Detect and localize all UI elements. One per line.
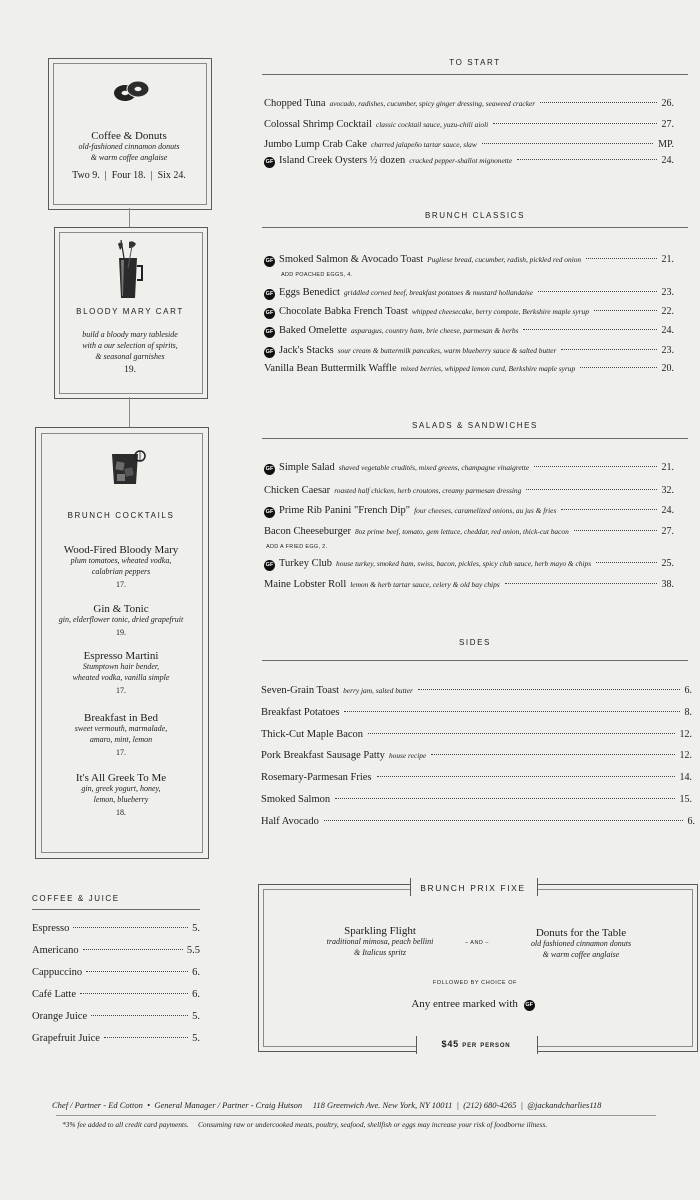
menu-item-row xyxy=(264,287,674,300)
menu-item-addon: ADD A FRIED EGG, 2. xyxy=(266,544,328,550)
leader-dots xyxy=(493,123,656,124)
side-item-price: 8. xyxy=(684,707,692,718)
side-item-price: 6. xyxy=(687,816,695,827)
cocktail-price: 17. xyxy=(116,579,126,589)
cocktail-name: It's All Greek To Me xyxy=(75,772,167,784)
menu-item-row xyxy=(264,325,674,338)
coffee-juice-price: 6. xyxy=(192,989,200,1000)
menu-item-desc: 8oz prime beef, tomato, gem lettuce, cheddar, red onion, thick-cut bacon xyxy=(354,527,569,536)
cocktail-name: Wood-Fired Bloody Mary xyxy=(63,544,179,556)
leader-dots xyxy=(540,102,656,103)
prix-fixe-inner-border xyxy=(263,889,693,1047)
side-item-row xyxy=(261,707,692,718)
leader-dots xyxy=(104,1037,188,1038)
menu-item-price: 20. xyxy=(661,363,674,374)
bloody-mary-desc-3: & seasonal garnishes xyxy=(95,351,165,361)
leader-dots xyxy=(482,143,653,144)
menu-item-name: Chocolate Babka French Toast xyxy=(279,306,408,317)
cocktail-price: 18. xyxy=(116,807,126,817)
menu-item-desc: whipped cheesecake, berry compote, Berkshire maple syrup xyxy=(411,307,589,316)
prix-fixe-followed: FOLLOWED BY CHOICE OF xyxy=(432,980,518,986)
menu-item-price: 22. xyxy=(661,306,674,317)
side-item-price: 14. xyxy=(679,772,692,783)
prix-fixe-price: $45 per person xyxy=(441,1039,511,1049)
menu-item-desc: cracked pepper-shallot mignonette xyxy=(409,156,513,165)
gf-badge-icon: GF xyxy=(264,464,275,475)
section-title-sides: SIDES xyxy=(458,638,491,647)
cocktail-price: 19. xyxy=(116,627,126,637)
section-title-brunch-classics: BRUNCH CLASSICS xyxy=(424,211,525,220)
cocktail-item-3 xyxy=(41,712,201,757)
cocktail-item-2 xyxy=(41,650,201,695)
section-rule xyxy=(262,74,688,75)
bloody-mary-content xyxy=(59,307,201,375)
menu-item-name: Jumbo Lump Crab Cake xyxy=(264,139,367,150)
section-rule xyxy=(262,438,688,439)
cocktail-name: Gin & Tonic xyxy=(93,603,149,615)
side-item-name: Seven-Grain Toast xyxy=(261,685,340,696)
leader-dots xyxy=(523,329,656,330)
coffee-juice-row xyxy=(32,1011,200,1022)
section-rule xyxy=(262,660,688,661)
cocktail-name: Breakfast in Bed xyxy=(84,712,158,724)
coffee-juice-price: 6. xyxy=(192,967,200,978)
menu-item-price: 32. xyxy=(661,485,674,496)
brunch-cocktails-content xyxy=(41,511,201,520)
coffee-juice-price: 5. xyxy=(192,1033,200,1044)
cocktail-desc: amaro, mint, lemon xyxy=(89,734,153,744)
prix-fixe-any-entree xyxy=(380,998,570,1011)
coffee-juice-rule xyxy=(32,909,200,910)
side-item-name: Rosemary-Parmesan Fries xyxy=(261,772,372,783)
menu-item-price: MP. xyxy=(658,139,674,150)
coffee-juice-title: COFFEE & JUICE xyxy=(32,894,120,903)
menu-item-row xyxy=(264,119,674,130)
gf-badge-icon: GF xyxy=(264,256,275,267)
prix-fixe-right xyxy=(496,927,666,961)
menu-item-price: 24. xyxy=(661,505,674,516)
menu-item-price: 38. xyxy=(661,579,674,590)
menu-item-price: 23. xyxy=(661,345,674,356)
coffee-donuts-title: Coffee & Donuts xyxy=(91,130,167,142)
footer-contact: Chef / Partner - Ed Cotton • General Manager / Partner - Craig Hutson 118 Greenwich Ave. New York, NY 10011 | (212) 680-4265 | @jackandcharlies118 xyxy=(52,1100,602,1110)
coffee-donuts-prices: Two 9. | Four 18. | Six 24. xyxy=(72,169,186,181)
gf-badge-icon: GF xyxy=(264,560,275,571)
menu-item-name: Turkey Club xyxy=(279,558,332,569)
side-item-name: Pork Breakfast Sausage Patty xyxy=(261,750,385,761)
section-title-salads-sandwiches: SALADS & SANDWICHES xyxy=(412,421,538,430)
donut-icon xyxy=(112,78,152,104)
leader-dots xyxy=(418,689,680,690)
side-item-name: Thick-Cut Maple Bacon xyxy=(261,729,364,740)
leader-dots xyxy=(324,820,683,821)
coffee-juice-name: Orange Juice xyxy=(32,1011,88,1022)
coffee-juice-price: 5. xyxy=(192,1011,200,1022)
prix-fixe-left xyxy=(300,925,460,959)
menu-item-desc: mixed berries, whipped lemon curd, Berkshire maple syrup xyxy=(400,364,576,373)
leader-dots xyxy=(377,776,675,777)
menu-item-price: 23. xyxy=(661,287,674,298)
side-item-row xyxy=(261,816,695,827)
menu-item-price: 25. xyxy=(661,558,674,569)
cocktail-desc: sweet vermouth, marmalade, xyxy=(74,724,168,733)
prix-fixe-right-desc-2: & warm coffee anglaise xyxy=(542,949,620,959)
section-rule xyxy=(262,227,688,228)
coffee-juice-row xyxy=(32,923,200,934)
side-item-desc: house recipe xyxy=(388,751,427,760)
cocktail-desc: wheated vodka, vanilla simple xyxy=(72,672,170,682)
menu-item-name: Simple Salad xyxy=(279,462,335,473)
menu-item-row xyxy=(264,526,674,537)
menu-item-row xyxy=(264,254,674,267)
side-item-name: Half Avocado xyxy=(261,816,319,827)
gf-badge-icon: GF xyxy=(264,157,275,168)
coffee-juice-row xyxy=(32,945,200,956)
menu-item-row xyxy=(264,98,674,109)
menu-item-name: Jack's Stacks xyxy=(279,345,334,356)
bloody-mary-price: 19. xyxy=(124,365,136,376)
leader-dots xyxy=(586,258,656,259)
menu-item-desc: four cheeses, caramelized onions, au jus & fries xyxy=(414,506,557,515)
coffee-juice-name: Espresso xyxy=(32,923,70,934)
leader-dots xyxy=(344,711,679,712)
cocktail-desc: gin, elderflower tonic, dried grapefruit xyxy=(58,615,184,624)
bloody-mary-title: BLOODY MARY CART xyxy=(76,307,184,316)
menu-item-name: Smoked Salmon & Avocado Toast xyxy=(279,254,424,265)
leader-dots xyxy=(596,562,656,563)
coffee-juice-price: 5.5 xyxy=(186,945,200,956)
leader-dots xyxy=(526,489,656,490)
leader-dots xyxy=(574,530,657,531)
leader-dots xyxy=(505,583,657,584)
bloody-mary-glass-icon xyxy=(112,238,146,302)
side-item-desc: berry jam, salted butter xyxy=(343,686,413,695)
prix-fixe-left-desc-2: & Italicus spritz xyxy=(353,947,406,957)
menu-item-desc: griddled corned beef, breakfast potatoes & mustard hollandaise xyxy=(343,288,534,297)
menu-item-desc: lemon & herb tartar sauce, celery & old bay chips xyxy=(350,580,500,589)
prix-fixe-title: BRUNCH PRIX FIXE xyxy=(420,883,526,893)
menu-item-desc: roasted half chicken, herb croutons, creamy parmesan dressing xyxy=(334,486,522,495)
menu-item-row xyxy=(264,505,674,518)
gf-badge-icon: GF xyxy=(264,308,275,319)
side-item-price: 15. xyxy=(679,794,692,805)
gf-badge-icon: GF xyxy=(264,507,275,518)
leader-dots xyxy=(580,367,656,368)
leader-dots xyxy=(538,291,656,292)
menu-item-desc: classic cocktail sauce, yuzu-chili aioli xyxy=(375,120,489,129)
leader-dots xyxy=(517,159,656,160)
side-item-price: 12. xyxy=(679,750,692,761)
menu-item-desc: avocado, radishes, cucumber, spicy ginger dressing, seaweed cracker xyxy=(329,99,536,108)
leader-dots xyxy=(86,971,188,972)
coffee-donuts-content xyxy=(53,130,205,181)
menu-item-row xyxy=(264,155,674,168)
menu-item-desc: asparagus, country ham, brie cheese, parmesan & herbs xyxy=(350,326,519,335)
prix-fixe-any-entree-text: Any entree marked with xyxy=(411,998,518,1010)
menu-item-name: Vanilla Bean Buttermilk Waffle xyxy=(264,363,397,374)
leader-dots xyxy=(83,949,183,950)
cocktail-item-0 xyxy=(41,544,201,589)
cocktail-item-4 xyxy=(41,772,201,817)
leader-dots xyxy=(594,310,657,311)
leader-dots xyxy=(91,1015,188,1016)
prix-fixe-right-desc-1: old fashioned cinnamon donuts xyxy=(530,939,632,948)
connector-line-2 xyxy=(129,397,130,427)
menu-item-row xyxy=(264,462,674,475)
menu-item-row xyxy=(264,558,674,571)
coffee-juice-row xyxy=(32,967,200,978)
side-item-row xyxy=(261,750,692,761)
menu-item-price: 26. xyxy=(661,98,674,109)
side-item-name: Smoked Salmon xyxy=(261,794,331,805)
cocktail-desc: gin, greek yogurt, honey, xyxy=(81,784,161,793)
cocktail-desc: Stumptown hair bender, xyxy=(82,662,160,671)
menu-item-desc: Pugliese bread, cucumber, radish, pickled red onion xyxy=(427,255,582,264)
coffee-juice-row xyxy=(32,989,200,1000)
menu-item-name: Chopped Tuna xyxy=(264,98,326,109)
menu-item-desc: charred jalapeño tartar sauce, slaw xyxy=(370,140,477,149)
side-item-row xyxy=(261,794,692,805)
coffee-juice-row xyxy=(32,1033,200,1044)
cocktail-item-1 xyxy=(41,603,201,637)
connector-line-1 xyxy=(129,208,130,228)
leader-dots xyxy=(561,349,656,350)
cocktail-price: 17. xyxy=(116,685,126,695)
side-item-price: 6. xyxy=(684,685,692,696)
coffee-juice-name: Americano xyxy=(32,945,79,956)
side-item-price: 12. xyxy=(679,729,692,740)
footer-rule xyxy=(56,1115,656,1116)
bloody-mary-desc-1: build a bloody mary tableside xyxy=(82,330,178,339)
coffee-juice-name: Cappuccino xyxy=(32,967,83,978)
gf-badge-icon: GF xyxy=(524,1000,535,1011)
coffee-juice-name: Grapefruit Juice xyxy=(32,1033,100,1044)
cocktail-desc: calabrian peppers xyxy=(91,566,151,576)
leader-dots xyxy=(431,754,674,755)
menu-item-name: Maine Lobster Roll xyxy=(264,579,347,590)
leader-dots xyxy=(368,733,674,734)
menu-item-row xyxy=(264,139,674,150)
menu-item-price: 24. xyxy=(661,155,674,166)
prix-fixe-right-title: Donuts for the Table xyxy=(535,927,627,939)
prix-fixe-and: – AND – xyxy=(465,940,489,946)
side-item-row xyxy=(261,729,692,740)
menu-item-row xyxy=(264,345,674,358)
menu-item-row xyxy=(264,306,674,319)
menu-item-name: Baked Omelette xyxy=(279,325,347,336)
cocktail-glass-icon xyxy=(108,448,148,488)
section-title-to-start: TO START xyxy=(449,58,501,67)
menu-item-name: Eggs Benedict xyxy=(279,287,340,298)
cocktail-desc: lemon, blueberry xyxy=(93,794,149,804)
coffee-juice-name: Café Latte xyxy=(32,989,77,1000)
gf-badge-icon: GF xyxy=(264,327,275,338)
menu-item-price: 21. xyxy=(661,462,674,473)
menu-item-name: Bacon Cheeseburger xyxy=(264,526,351,537)
menu-item-name: Prime Rib Panini "French Dip" xyxy=(279,505,411,516)
menu-item-desc: house turkey, smoked ham, swiss, bacon, pickles, spicy club sauce, herb mayo & chips xyxy=(336,559,592,568)
coffee-juice-price: 5. xyxy=(192,923,200,934)
gf-badge-icon: GF xyxy=(264,289,275,300)
leader-dots xyxy=(561,509,656,510)
bloody-mary-desc-2: with a our selection of spirits, xyxy=(82,340,178,350)
side-item-row xyxy=(261,772,692,783)
cocktail-desc: plum tomatoes, wheated vodka, xyxy=(70,556,172,565)
cocktail-price: 17. xyxy=(116,747,126,757)
menu-item-name: Colossal Shrimp Cocktail xyxy=(264,119,372,130)
side-item-name: Breakfast Potatoes xyxy=(261,707,340,718)
prix-fixe-left-desc-1: traditional mimosa, peach bellini xyxy=(326,937,434,946)
menu-item-addon: ADD POACHED EGGS, 4. xyxy=(281,272,353,278)
gf-badge-icon: GF xyxy=(264,347,275,358)
menu-item-row xyxy=(264,579,674,590)
menu-item-name: Island Creek Oysters ½ dozen xyxy=(279,155,406,166)
brunch-cocktails-title: BRUNCH COCKTAILS xyxy=(67,511,175,520)
side-item-row xyxy=(261,685,692,696)
footer-disclaimer: *3% fee added to all credit card payments. Consuming raw or undercooked meats, poultry, seafood, shellfish or eggs may increase your risk of foodborne illness. xyxy=(62,1120,548,1129)
coffee-donuts-desc-1: old-fashioned cinnamon donuts xyxy=(78,142,180,151)
leader-dots xyxy=(80,993,188,994)
menu-item-row xyxy=(264,485,674,496)
menu-item-price: 21. xyxy=(661,254,674,265)
leader-dots xyxy=(335,798,674,799)
menu-item-price: 27. xyxy=(661,119,674,130)
cocktail-name: Espresso Martini xyxy=(83,650,159,662)
leader-dots xyxy=(73,927,188,928)
menu-item-name: Chicken Caesar xyxy=(264,485,331,496)
menu-item-row xyxy=(264,363,674,374)
menu-item-price: 24. xyxy=(661,325,674,336)
menu-item-price: 27. xyxy=(661,526,674,537)
menu-item-desc: shaved vegetable crudités, mixed greens, champagne vinaigrette xyxy=(338,463,530,472)
menu-item-desc: sour cream & buttermilk pancakes, warm blueberry sauce & salted butter xyxy=(337,346,557,355)
coffee-donuts-desc-2: & warm coffee anglaise xyxy=(90,152,168,162)
prix-fixe-left-title: Sparkling Flight xyxy=(344,925,416,937)
leader-dots xyxy=(534,466,656,467)
